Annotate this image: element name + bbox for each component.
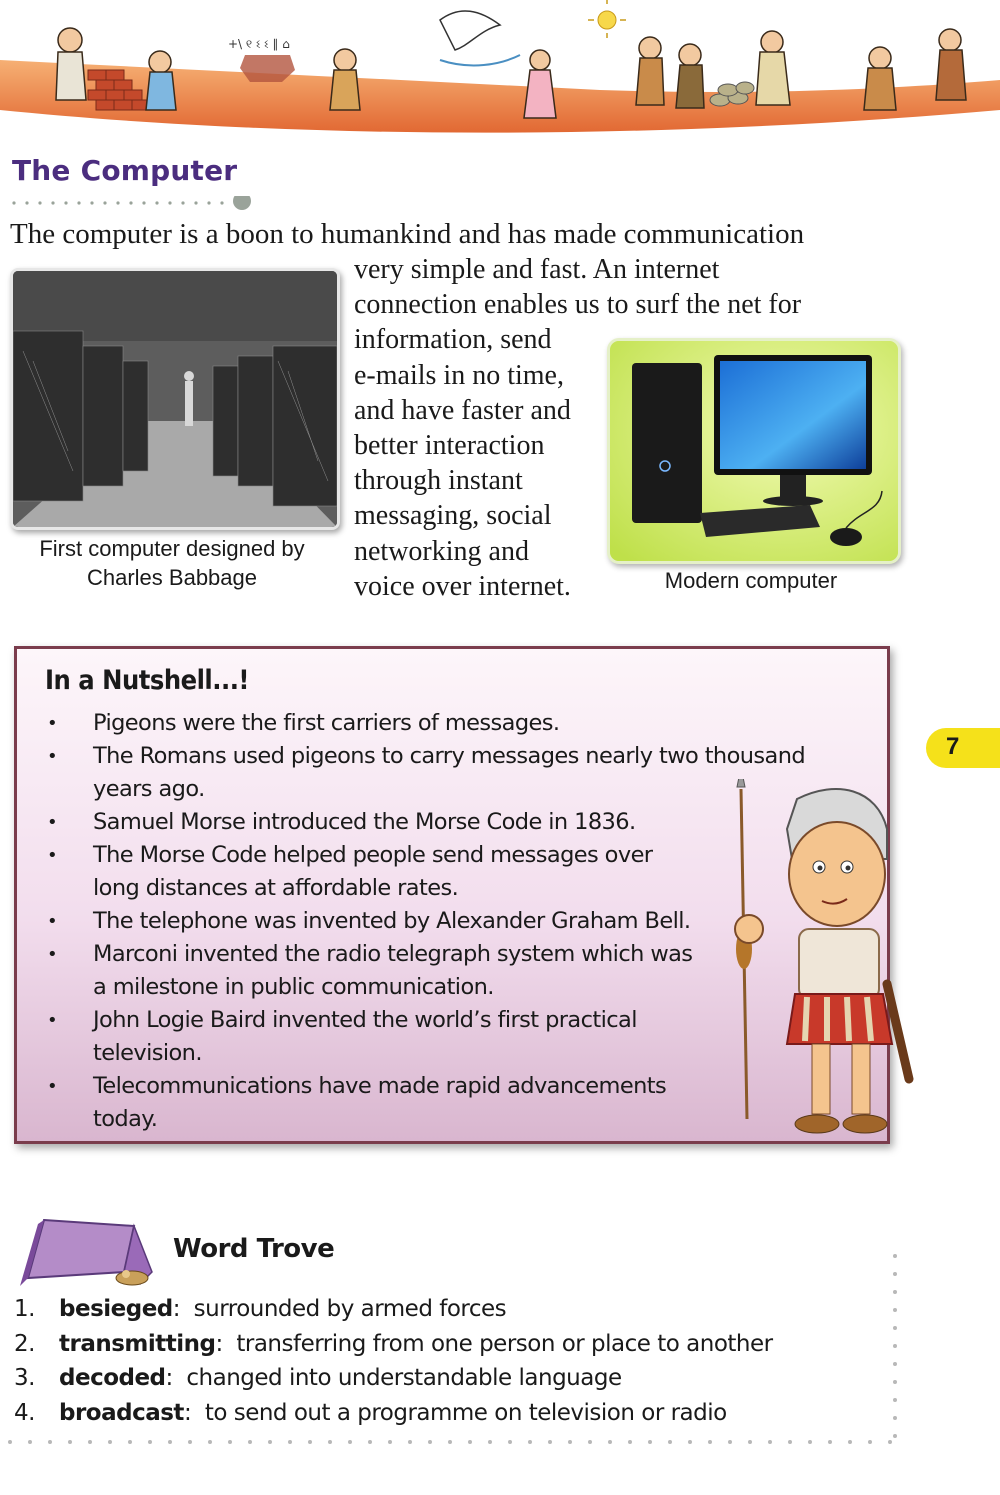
title-dotted-divider [10, 196, 260, 210]
first-computer-photo [10, 268, 340, 530]
glossary-colon: : [172, 1296, 194, 1322]
list-item-text: • Pigeons were the first carriers of messages. [93, 710, 560, 736]
paragraph-line: e-mails in no time, [354, 359, 564, 391]
intro-line: The computer is a boon to humankind and has made communication [10, 218, 805, 250]
paragraph-line: very simple and fast. An internet [354, 254, 720, 285]
list-item-text: long distances at affordable rates. [93, 875, 459, 901]
list-item-text: television. [93, 1040, 202, 1066]
paragraph-line: information, send [354, 324, 552, 356]
list-item-text: • Samuel Morse introduced the Morse Code in 1836. [93, 809, 636, 835]
list-item-text: years ago. [93, 776, 205, 802]
glossary-definition: surrounded by armed forces [193, 1296, 507, 1322]
modern-computer-caption: Modern computer [664, 568, 838, 593]
history-banner-illustration [0, 0, 1000, 150]
page-number: 7 [946, 733, 960, 760]
list-item-text: • The Romans used pigeons to carry messages nearly two thousand [93, 743, 806, 769]
paragraph-line: networking and [354, 535, 529, 567]
section-title: The Computer [12, 154, 238, 187]
paragraph-line: messaging, social [354, 500, 552, 532]
glossary-colon: : [183, 1399, 205, 1426]
list-item [14, 1292, 773, 1327]
modern-computer-photo [607, 338, 901, 564]
paragraph-line: and have faster and [354, 394, 571, 426]
glossary-list [14, 1292, 773, 1430]
paragraph-line: better interaction [354, 430, 545, 462]
glossary-colon: : [215, 1330, 237, 1357]
svg-text:+\ ୧ ଽ ଽ ∥ ⌂: +\ ୧ ଽ ଽ ∥ ⌂ [228, 37, 290, 51]
item-number: 4. [14, 1399, 35, 1426]
list-item [14, 1361, 773, 1396]
glossary-colon: : [165, 1365, 187, 1391]
list-item-text: today. [93, 1106, 158, 1132]
list-item [14, 1327, 773, 1362]
glossary-definition: to send out a programme on television or radio [204, 1399, 727, 1426]
list-item [14, 1396, 773, 1431]
page-number-tab [926, 728, 1000, 768]
paragraph-line: through instant [354, 465, 523, 497]
list-item-text: • Marconi invented the radio telegraph system which was [93, 941, 693, 967]
nutshell-box [14, 646, 890, 1144]
item-number: 2. [14, 1330, 35, 1357]
word-trove-title: Word Trove [173, 1234, 335, 1264]
book-icon [14, 1212, 164, 1292]
list-item-text: • John Logie Baird invented the world’s first practical [93, 1007, 637, 1033]
roman-soldier-illustration [687, 779, 917, 1159]
list-item-text: • The telephone was invented by Alexander Graham Bell. [93, 908, 691, 934]
glossary-term: decoded [59, 1365, 166, 1391]
paragraph-line: voice over internet. [354, 570, 571, 602]
list-item [45, 707, 805, 740]
glossary-term: broadcast [59, 1399, 184, 1426]
glossary-definition: changed into understandable language [186, 1365, 622, 1391]
item-number: 3. [14, 1365, 35, 1391]
nutshell-title: In a Nutshell...! [45, 665, 249, 696]
list-item-text: a milestone in public communication. [93, 974, 494, 1000]
glossary-term: transmitting [59, 1330, 216, 1357]
glossary-term: besieged [59, 1296, 173, 1322]
paragraph-line: connection enables us to surf the net for [354, 289, 802, 321]
list-item-text: • Telecommunications have made rapid advancements [93, 1073, 667, 1099]
list-item-text: • The Morse Code helped people send messages over [93, 842, 653, 868]
first-computer-caption: First computer designed by Charles Babbage [39, 536, 305, 590]
glossary-definition: transferring from one person or place to another [236, 1330, 773, 1357]
item-number: 1. [14, 1296, 35, 1322]
